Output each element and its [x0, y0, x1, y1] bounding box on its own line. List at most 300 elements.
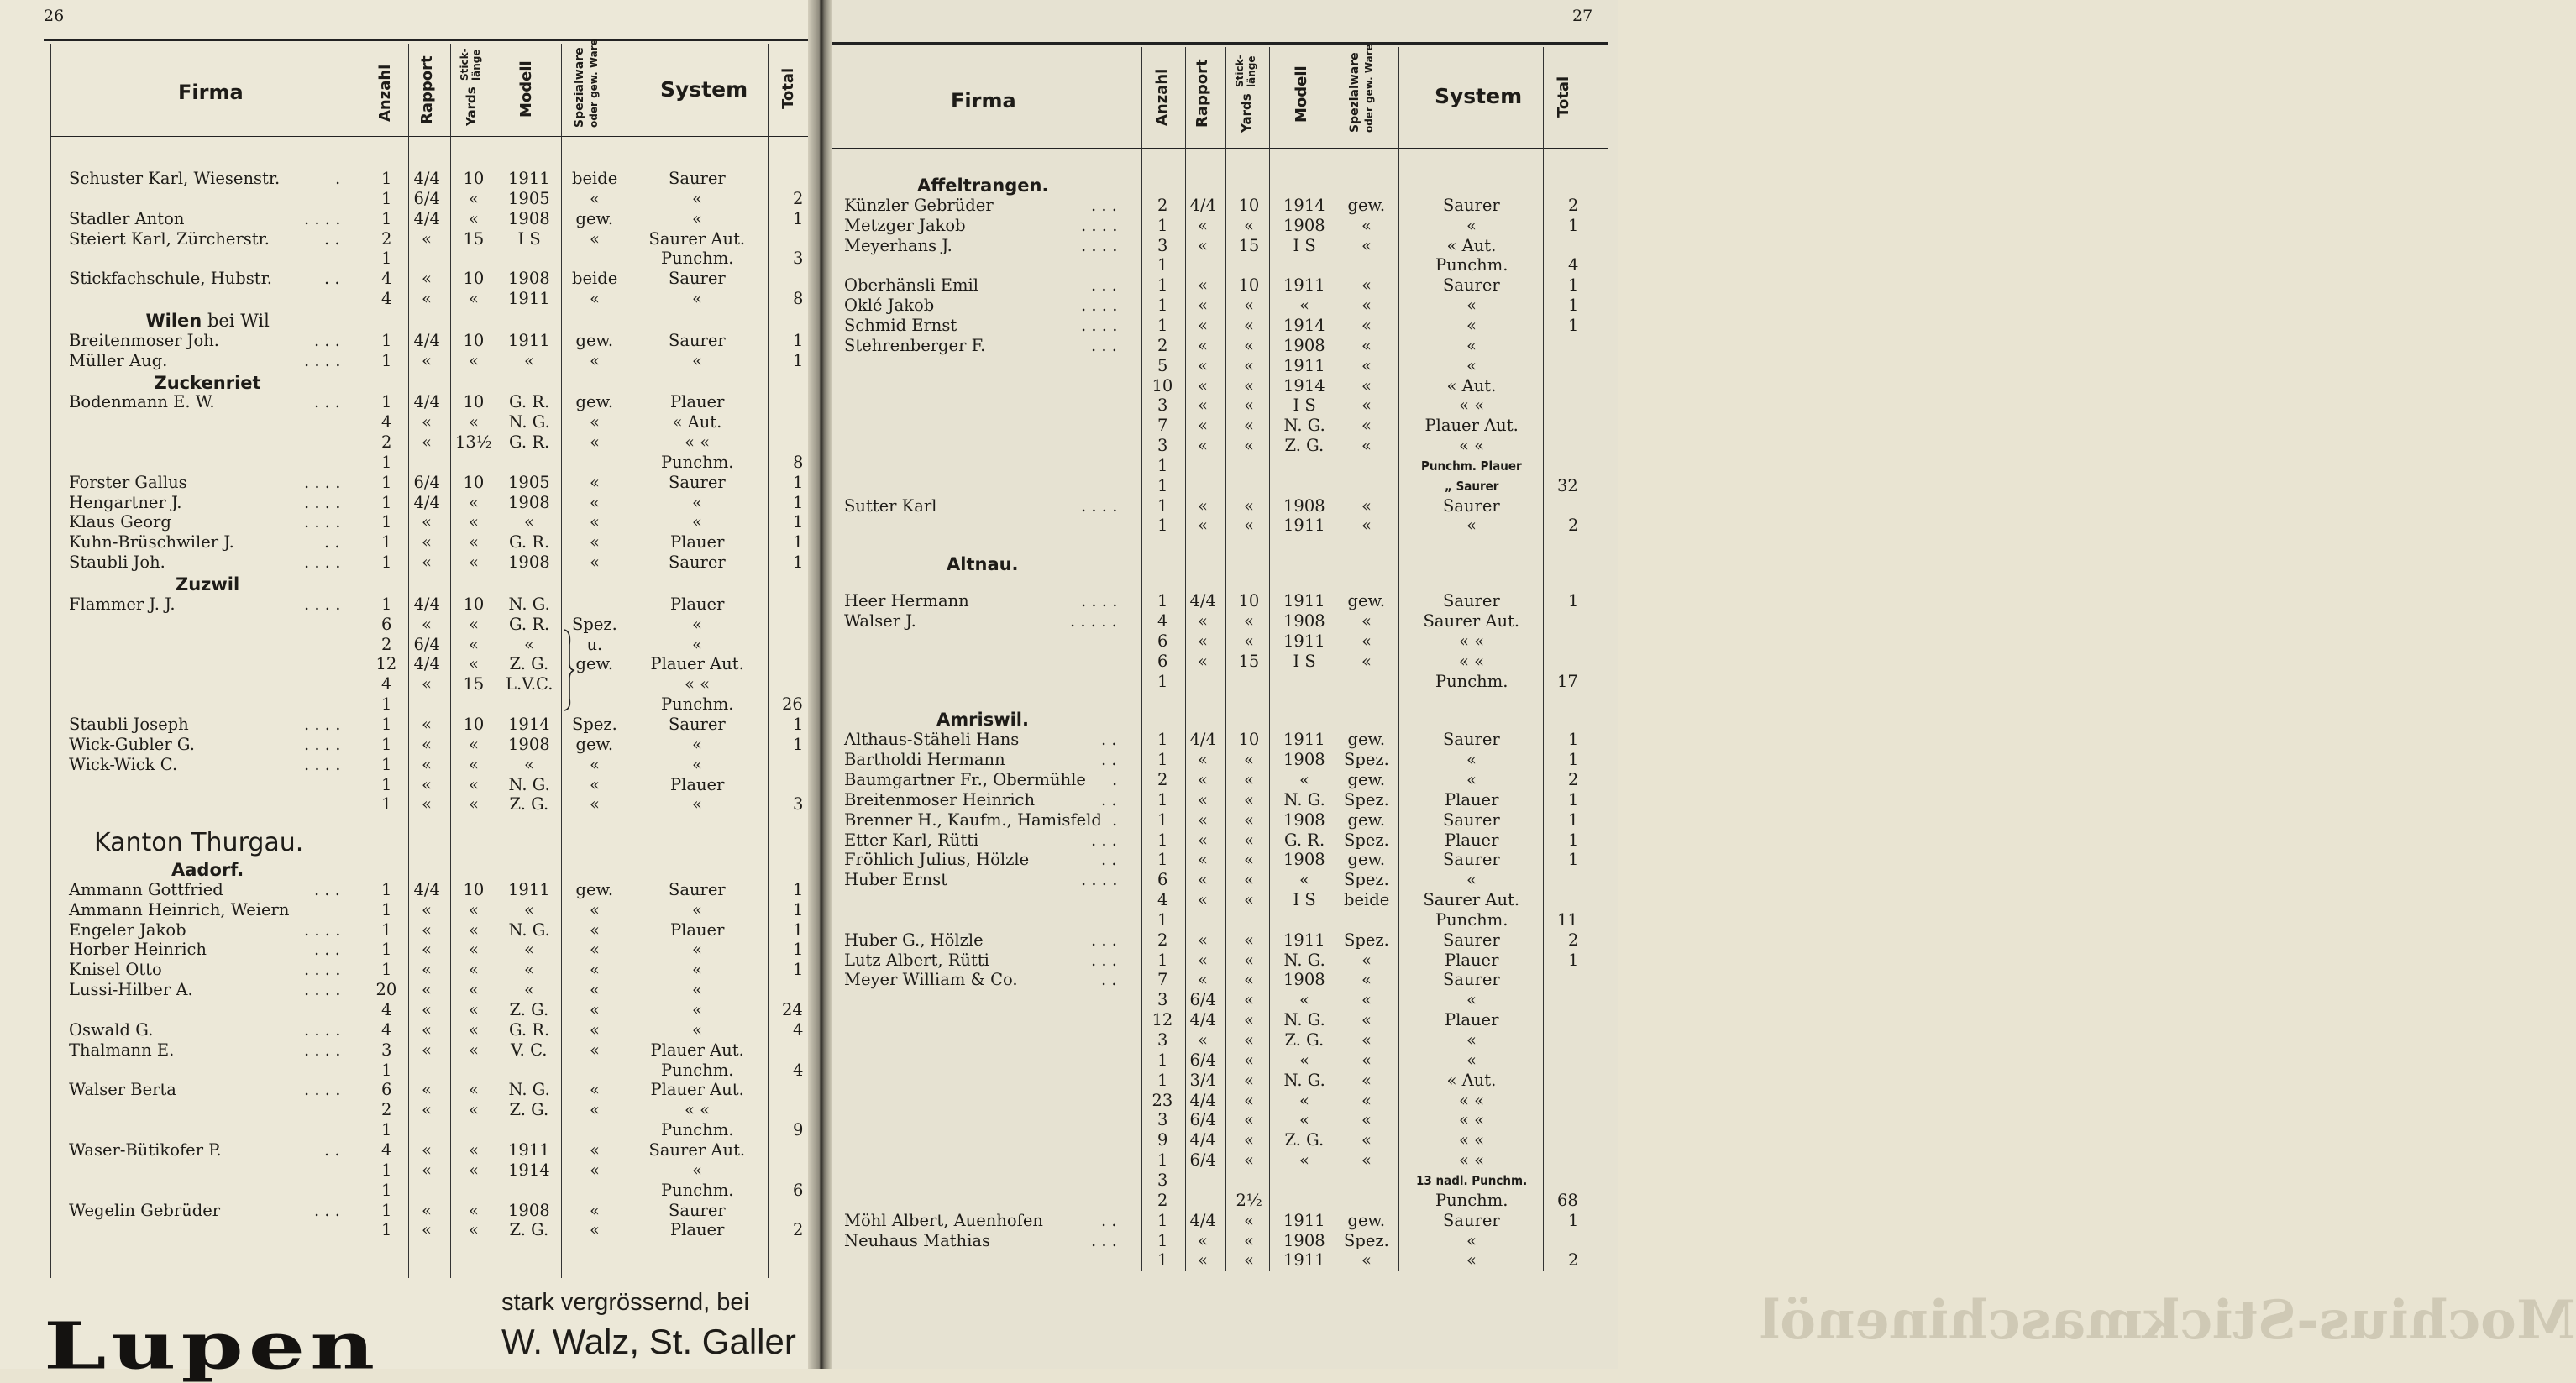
modell-cell: 1908	[508, 734, 550, 754]
anzahl-cell: 1	[1157, 1210, 1168, 1230]
leader-dots: . . . .	[1081, 591, 1118, 611]
system-cell: Punchm.	[1435, 909, 1508, 930]
yards-cell: «	[469, 1000, 479, 1019]
leader-dots: . . .	[1091, 930, 1117, 950]
modell-cell: N. G.	[1283, 950, 1325, 970]
rapport-cell: «	[1198, 789, 1208, 809]
anzahl-cell: 3	[1157, 1170, 1168, 1190]
total-cell: 3	[793, 249, 804, 269]
leader-dots: . . . .	[304, 1019, 341, 1040]
firma-name: Hengartner J.	[69, 492, 182, 512]
total-cell: 1	[793, 350, 804, 370]
ware-cell: «	[590, 472, 600, 492]
yards-cell: «	[469, 754, 479, 774]
yards-cell: «	[469, 919, 479, 940]
modell-cell: N. G.	[1283, 416, 1325, 436]
anzahl-cell: 1	[381, 879, 392, 899]
yards-cell: «	[469, 774, 479, 794]
yards-cell: «	[1244, 355, 1254, 375]
anzahl-cell: 1	[381, 714, 392, 734]
anzahl-cell: 1	[381, 940, 392, 960]
modell-cell: 1908	[508, 553, 550, 573]
rapport-cell: «	[422, 412, 432, 432]
ware-cell: «	[1361, 611, 1372, 631]
rapport-cell: «	[1198, 235, 1208, 255]
system-cell: Plauer	[1445, 830, 1499, 850]
leader-dots: . . . .	[304, 754, 341, 774]
rapport-cell: «	[1198, 950, 1208, 970]
anzahl-cell: 6	[381, 1080, 392, 1100]
anzahl-cell: 1	[1157, 275, 1168, 296]
ware-cell: «	[590, 432, 600, 453]
ware-cell: gew.	[1347, 850, 1386, 870]
yards-cell: 10	[1238, 195, 1260, 215]
system-cell: Punchm.	[661, 694, 734, 715]
system-cell: Saurer	[1443, 495, 1500, 516]
firma-name: Bartholdi Hermann	[844, 750, 1005, 770]
rapport-cell: «	[1198, 930, 1208, 950]
anzahl-cell: 2	[1157, 335, 1168, 355]
ware-cell: «	[590, 1220, 600, 1240]
anzahl-cell: 4	[381, 269, 392, 289]
header-total: Total	[779, 67, 797, 109]
ware-cell: Spez.	[572, 614, 617, 634]
rapport-cell: 4/4	[413, 654, 440, 674]
leader-dots: . . .	[1091, 950, 1117, 970]
anzahl-cell: 1	[1157, 475, 1168, 495]
firma-name: Flammer J. J.	[69, 594, 176, 614]
ware-cell: «	[1361, 296, 1372, 316]
left-page	[0, 0, 819, 1383]
modell-cell: L.V.C.	[506, 674, 553, 694]
modell-cell: «	[1299, 769, 1309, 789]
system-cell: Plauer	[670, 1220, 725, 1240]
ware-cell: «	[590, 940, 600, 960]
yards-cell: «	[469, 188, 479, 208]
firma-name: Lussi-Hilber A.	[69, 980, 193, 1000]
system-cell: «	[1466, 355, 1477, 375]
system-cell: «	[692, 350, 702, 370]
yards-cell: «	[1244, 396, 1254, 416]
total-cell: 17	[1557, 671, 1578, 691]
header-gew-ware: oder gew. Ware	[1363, 44, 1375, 133]
yards-cell: «	[469, 208, 479, 228]
total-cell: 1	[793, 919, 804, 940]
yards-cell: «	[469, 1220, 479, 1240]
rapport-cell: «	[422, 432, 432, 453]
ware-cell: «	[1361, 436, 1372, 456]
rapport-cell: «	[1198, 750, 1208, 770]
yards-cell: «	[469, 1200, 479, 1220]
leader-dots: . . . .	[304, 980, 341, 1000]
system-cell: «	[692, 980, 702, 1000]
modell-cell: 1911	[1283, 1210, 1325, 1230]
system-cell: Saurer	[1443, 809, 1500, 830]
yards-cell: «	[469, 794, 479, 815]
ware-cell: «	[1361, 1010, 1372, 1030]
ware-cell: «	[590, 754, 600, 774]
ware-cell: «	[1361, 1070, 1372, 1090]
anzahl-cell: 1	[1157, 750, 1168, 770]
yards-cell: «	[469, 512, 479, 532]
rapport-cell: 6/4	[1189, 990, 1216, 1010]
rapport-cell: «	[1198, 769, 1208, 789]
yards-cell: 2½	[1236, 1190, 1262, 1210]
ware-cell: beide	[1344, 890, 1390, 910]
anzahl-cell: 1	[1157, 850, 1168, 870]
modell-cell: N. G.	[1283, 1010, 1325, 1030]
yards-cell: «	[1244, 870, 1254, 890]
anzahl-cell: 1	[381, 553, 392, 573]
leader-dots: . . . .	[304, 472, 341, 492]
ware-cell: «	[590, 1019, 600, 1040]
system-cell: Plauer Aut.	[650, 1080, 744, 1100]
yards-cell: «	[1244, 1030, 1254, 1050]
anzahl-cell: 2	[1157, 195, 1168, 215]
anzahl-cell: 1	[1157, 1070, 1168, 1090]
firma-name: Staubli Joseph	[69, 714, 189, 734]
modell-cell: 1911	[1283, 730, 1325, 750]
anzahl-cell: 2	[1157, 1190, 1168, 1210]
system-cell: «	[692, 289, 702, 309]
total-cell: 4	[793, 1060, 804, 1080]
right-table-body	[819, 0, 1618, 1369]
system-cell: « «	[1459, 1150, 1485, 1171]
system-cell: «	[692, 634, 702, 654]
yards-cell: «	[1244, 1010, 1254, 1030]
anzahl-cell: 4	[1157, 611, 1168, 631]
system-cell: « «	[685, 674, 711, 694]
modell-cell: «	[524, 899, 534, 919]
yards-cell: «	[1244, 930, 1254, 950]
anzahl-cell: 12	[1152, 1010, 1173, 1030]
yards-cell: «	[469, 492, 479, 512]
firma-name: Schuster Karl, Wiesenstr.	[69, 169, 281, 188]
modell-cell: N. G.	[508, 412, 550, 432]
anzahl-cell: 1	[1157, 591, 1168, 611]
modell-cell: 1908	[1283, 750, 1325, 770]
ware-cell: «	[1361, 950, 1372, 970]
modell-cell: 1908	[1283, 495, 1325, 516]
total-cell: 1	[1568, 750, 1579, 770]
system-cell: Saurer	[1443, 970, 1500, 990]
modell-cell: «	[1299, 1150, 1309, 1171]
rapport-cell: 4/4	[1189, 1130, 1216, 1150]
system-cell: Plauer	[1445, 789, 1499, 809]
total-cell: 1	[1568, 830, 1579, 850]
ware-cell: «	[590, 350, 600, 370]
anzahl-cell: 1	[1157, 1050, 1168, 1070]
rapport-cell: «	[422, 714, 432, 734]
modell-cell: 1905	[508, 188, 550, 208]
section-heading: Affeltrangen.	[917, 175, 1049, 196]
total-cell: 3	[793, 794, 804, 815]
yards-cell: «	[469, 1080, 479, 1100]
ware-cell: gew.	[1347, 769, 1386, 789]
rapport-cell: «	[1198, 870, 1208, 890]
header-anzahl: Anzahl	[376, 64, 394, 122]
ware-cell: «	[590, 553, 600, 573]
ware-cell: «	[590, 1040, 600, 1060]
firma-name: Klaus Georg	[69, 512, 171, 532]
left-table-body	[0, 0, 819, 1369]
modell-cell: N. G.	[508, 919, 550, 940]
leader-dots: . .	[324, 1139, 340, 1160]
modell-cell: 1911	[508, 289, 550, 309]
anzahl-cell: 1	[381, 1180, 392, 1200]
anzahl-cell: 1	[1157, 1150, 1168, 1171]
rapport-cell: 6/4	[413, 634, 440, 654]
system-cell: «	[692, 188, 702, 208]
modell-cell: 1908	[1283, 850, 1325, 870]
leader-dots: . . . .	[1081, 296, 1118, 316]
modell-cell: Z. G.	[509, 654, 549, 674]
leader-dots: . . . .	[304, 512, 341, 532]
total-cell: 1	[793, 879, 804, 899]
system-cell: «	[1466, 335, 1477, 355]
system-cell: Saurer	[669, 879, 726, 899]
modell-cell: 1911	[1283, 1250, 1325, 1270]
total-cell: 1	[793, 512, 804, 532]
modell-cell: I S	[1293, 235, 1316, 255]
ware-cell: Spez.	[1344, 870, 1389, 890]
rapport-cell: «	[422, 734, 432, 754]
total-cell: 11	[1557, 909, 1578, 930]
firma-name: Etter Karl, Rütti	[844, 830, 979, 850]
rapport-cell: «	[422, 774, 432, 794]
rapport-cell: «	[422, 754, 432, 774]
ware-cell: «	[1361, 495, 1372, 516]
rapport-cell: «	[422, 1200, 432, 1220]
total-cell: 1	[793, 492, 804, 512]
leader-dots: . . .	[314, 879, 340, 899]
system-cell: « Aut.	[672, 412, 722, 432]
total-cell: 1	[793, 553, 804, 573]
firma-name: Stickfachschule, Hubstr.	[69, 269, 272, 289]
total-cell: 1	[1568, 950, 1579, 970]
modell-cell: Z. G.	[1284, 1130, 1325, 1150]
yards-cell: 15	[463, 228, 485, 249]
total-cell: 1	[1568, 315, 1579, 335]
ware-cell: «	[1361, 651, 1372, 671]
modell-cell: Z. G.	[509, 794, 549, 815]
anzahl-cell: 3	[1157, 990, 1168, 1010]
yards-cell: «	[469, 940, 479, 960]
yards-cell: «	[1244, 1230, 1254, 1250]
anzahl-cell: 10	[1152, 375, 1173, 396]
modell-cell: 1914	[508, 1160, 550, 1180]
header-firma: Firma	[178, 81, 244, 104]
firma-name: Knisel Otto	[69, 960, 162, 980]
system-cell: «	[692, 1160, 702, 1180]
ware-cell: «	[1361, 315, 1372, 335]
leader-dots: . . .	[314, 330, 340, 350]
total-cell: 2	[1568, 516, 1579, 536]
firma-name: Stadler Anton	[69, 208, 185, 228]
anzahl-cell: 23	[1152, 1090, 1173, 1110]
rapport-cell: «	[1198, 890, 1208, 910]
ware-cell: «	[1361, 275, 1372, 296]
yards-cell: «	[1244, 950, 1254, 970]
rapport-cell: 4/4	[413, 879, 440, 899]
system-cell: Punchm.	[661, 1180, 734, 1200]
ware-cell: «	[590, 1160, 600, 1180]
firma-name: Oswald G.	[69, 1019, 154, 1040]
total-cell: 1	[1568, 850, 1579, 870]
system-cell: Plauer	[670, 594, 725, 614]
modell-cell: G. R.	[509, 614, 550, 634]
system-cell: « «	[1459, 396, 1485, 416]
firma-name: Metzger Jakob	[844, 215, 966, 235]
yards-cell: «	[1244, 850, 1254, 870]
rapport-cell: 4/4	[1189, 1090, 1216, 1110]
rapport-cell: «	[1198, 516, 1208, 536]
firma-name: Wick-Wick C.	[69, 754, 178, 774]
anzahl-cell: 2	[381, 432, 392, 453]
system-cell: «	[692, 754, 702, 774]
system-cell: Saurer Aut.	[1423, 890, 1520, 910]
system-cell: «	[1466, 215, 1477, 235]
anzahl-cell: 3	[1157, 436, 1168, 456]
rapport-cell: «	[422, 1139, 432, 1160]
rapport-cell: «	[1198, 970, 1208, 990]
ware-cell: «	[1361, 235, 1372, 255]
rapport-cell: «	[1198, 275, 1208, 296]
anzahl-cell: 1	[381, 392, 392, 412]
total-cell: 26	[782, 694, 803, 715]
system-cell: Plauer Aut.	[650, 1040, 744, 1060]
total-cell: 1	[793, 532, 804, 553]
modell-cell: 1911	[1283, 355, 1325, 375]
header-stick: Stick-	[1234, 55, 1246, 87]
leader-dots: . . .	[1091, 195, 1117, 215]
ad-line-1: stark vergrössernd, bei	[501, 1289, 749, 1316]
total-cell: 4	[793, 1019, 804, 1040]
leader-dots: . .	[1101, 750, 1117, 770]
total-cell: 4	[1568, 255, 1579, 275]
yards-cell: «	[1244, 611, 1254, 631]
modell-cell: 1908	[1283, 215, 1325, 235]
rapport-cell: 4/4	[413, 330, 440, 350]
system-cell: Plauer Aut.	[1424, 416, 1519, 436]
yards-cell: «	[1244, 516, 1254, 536]
system-cell: Saurer Aut.	[648, 228, 746, 249]
anzahl-cell: 1	[381, 919, 392, 940]
ware-cell: «	[1361, 1050, 1372, 1070]
yards-cell: «	[469, 1040, 479, 1060]
ware-cell: «	[590, 1080, 600, 1100]
total-cell: 1	[1568, 296, 1579, 316]
system-cell: «	[692, 1000, 702, 1019]
firma-name: Lutz Albert, Rütti	[844, 950, 989, 970]
total-cell: 1	[793, 940, 804, 960]
firma-name: Meyer William & Co.	[844, 970, 1018, 990]
modell-cell: G. R.	[1284, 830, 1325, 850]
leader-dots: . . .	[314, 940, 340, 960]
anzahl-cell: 3	[1157, 1110, 1168, 1130]
ware-cell: «	[1361, 1030, 1372, 1050]
rapport-cell: «	[422, 350, 432, 370]
leader-dots: . .	[1101, 970, 1117, 990]
system-cell: «	[692, 794, 702, 815]
modell-cell: «	[524, 512, 534, 532]
anzahl-cell: 7	[1157, 416, 1168, 436]
yards-cell: «	[1244, 1090, 1254, 1110]
anzahl-cell: 1	[381, 452, 392, 472]
anzahl-cell: 2	[1157, 769, 1168, 789]
yards-cell: 10	[463, 594, 485, 614]
anzahl-cell: 4	[1157, 890, 1168, 910]
total-cell: 1	[1568, 215, 1579, 235]
ware-cell: gew.	[1347, 195, 1386, 215]
modell-cell: «	[524, 754, 534, 774]
rapport-cell: «	[1198, 375, 1208, 396]
rapport-cell: «	[1198, 436, 1208, 456]
page-number: 26	[44, 7, 65, 25]
system-cell: « «	[1459, 1130, 1485, 1150]
leader-dots: . . . .	[1081, 235, 1118, 255]
anzahl-cell: 2	[1157, 930, 1168, 950]
ware-cell: gew.	[575, 208, 614, 228]
total-cell: 68	[1557, 1190, 1578, 1210]
rapport-cell: 4/4	[1189, 1010, 1216, 1030]
modell-cell: 1908	[1283, 970, 1325, 990]
firma-name: Wick-Gubler G.	[69, 734, 195, 754]
rapport-cell: «	[422, 228, 432, 249]
modell-cell: 1914	[1283, 375, 1325, 396]
system-cell: «	[1466, 1230, 1477, 1250]
leader-dots: . . . .	[1081, 870, 1118, 890]
modell-cell: 1908	[508, 208, 550, 228]
anzahl-cell: 4	[381, 412, 392, 432]
modell-cell: 1914	[508, 714, 550, 734]
anzahl-cell: 1	[381, 472, 392, 492]
firma-name: Stehrenberger F.	[844, 335, 986, 355]
total-cell: 1	[793, 208, 804, 228]
rapport-cell: «	[1198, 315, 1208, 335]
yards-cell: 15	[463, 674, 485, 694]
anzahl-cell: 1	[381, 694, 392, 715]
rapport-cell: «	[422, 919, 432, 940]
rapport-cell: «	[422, 289, 432, 309]
anzahl-cell: 6	[1157, 651, 1168, 671]
total-cell: 1	[793, 330, 804, 350]
yards-cell: 10	[463, 472, 485, 492]
system-cell: Saurer	[669, 330, 726, 350]
firma-name: Huber G., Hölzle	[844, 930, 984, 950]
anzahl-cell: 1	[381, 754, 392, 774]
firma-name: Forster Gallus	[69, 472, 187, 492]
system-cell: Saurer	[1443, 1210, 1500, 1230]
rapport-cell: «	[422, 960, 432, 980]
yards-cell: «	[1244, 809, 1254, 830]
yards-cell: «	[469, 960, 479, 980]
right-page	[819, 0, 2576, 1369]
header-spezialware: Spezialware	[573, 47, 586, 128]
yards-cell: «	[1244, 890, 1254, 910]
yards-cell: «	[469, 412, 479, 432]
header-system: System	[660, 77, 748, 102]
leader-dots: . . . .	[304, 960, 341, 980]
anzahl-cell: 3	[1157, 396, 1168, 416]
modell-cell: I S	[517, 228, 541, 249]
system-cell: « «	[1459, 436, 1485, 456]
yards-cell: 10	[463, 169, 485, 188]
system-cell: « Aut.	[1446, 1070, 1497, 1090]
modell-cell: 1911	[508, 330, 550, 350]
system-cell: Saurer Aut.	[1423, 611, 1520, 631]
header-total: Total	[1555, 76, 1572, 118]
